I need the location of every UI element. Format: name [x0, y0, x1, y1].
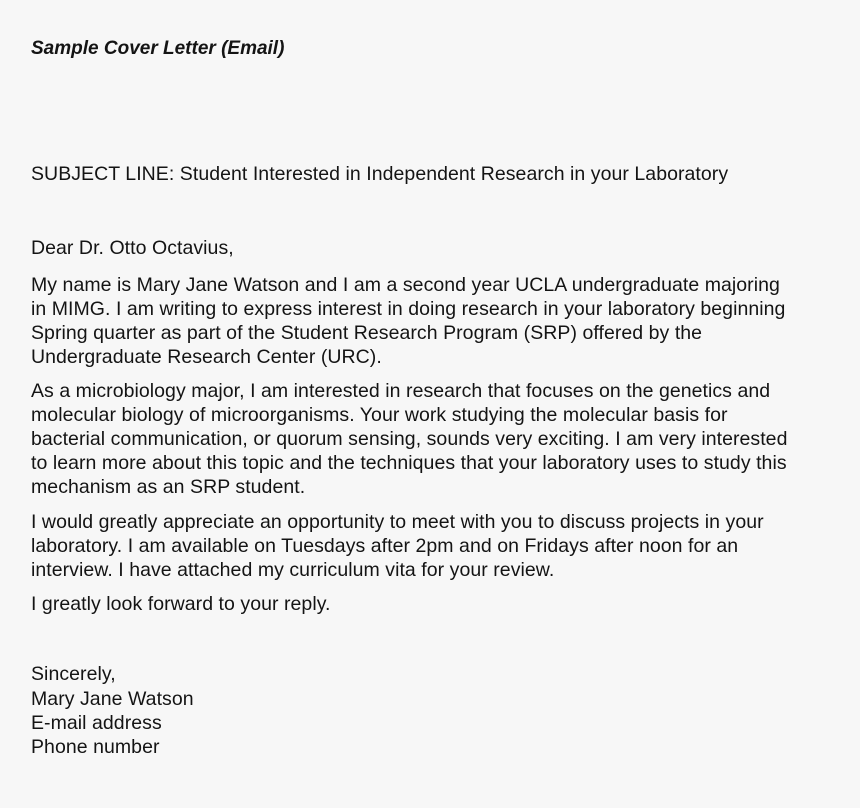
paragraph-interest: [31, 379, 846, 499]
paragraph-line: to learn more about this topic and the techniques that your laboratory uses to study this: [31, 452, 787, 474]
paragraph-line: My name is Mary Jane Watson and I am a second year UCLA undergraduate majoring: [31, 274, 780, 296]
signature-phone: Phone number: [31, 736, 160, 758]
paragraph-line: interview. I have attached my curriculum vita for your review.: [31, 559, 555, 581]
paragraph-line: bacterial communication, or quorum sensing, sounds very exciting. I am very interested: [31, 428, 788, 450]
subject-line: SUBJECT LINE: Student Interested in Independent Research in your Laboratory: [31, 163, 729, 185]
closing: Sincerely,: [31, 663, 116, 685]
paragraph-line: Undergraduate Research Center (URC).: [31, 346, 382, 368]
document-title: Sample Cover Letter (Email): [31, 38, 285, 59]
paragraph-intro: [31, 273, 846, 369]
paragraph-line: Spring quarter as part of the Student Research Program (SRP) offered by the: [31, 322, 703, 344]
paragraph-request: [31, 510, 846, 582]
paragraph-line: laboratory. I am available on Tuesdays after 2pm and on Fridays after noon for an: [31, 535, 739, 557]
salutation: Dear Dr. Otto Octavius,: [31, 237, 234, 259]
paragraph-line: As a microbiology major, I am interested in research that focuses on the genetics and: [31, 380, 771, 402]
signature-name: Mary Jane Watson: [31, 688, 194, 710]
paragraph-line: molecular biology of microorganisms. Your work studying the molecular basis for: [31, 404, 728, 426]
signature-email: E-mail address: [31, 712, 162, 734]
paragraph-line: mechanism as an SRP student.: [31, 476, 306, 498]
paragraph-closing-remark: I greatly look forward to your reply.: [31, 593, 331, 615]
paragraph-line: in MIMG. I am writing to express interest in doing research in your laboratory beginning: [31, 298, 786, 320]
paragraph-line: I would greatly appreciate an opportunity to meet with you to discuss projects in your: [31, 511, 764, 533]
